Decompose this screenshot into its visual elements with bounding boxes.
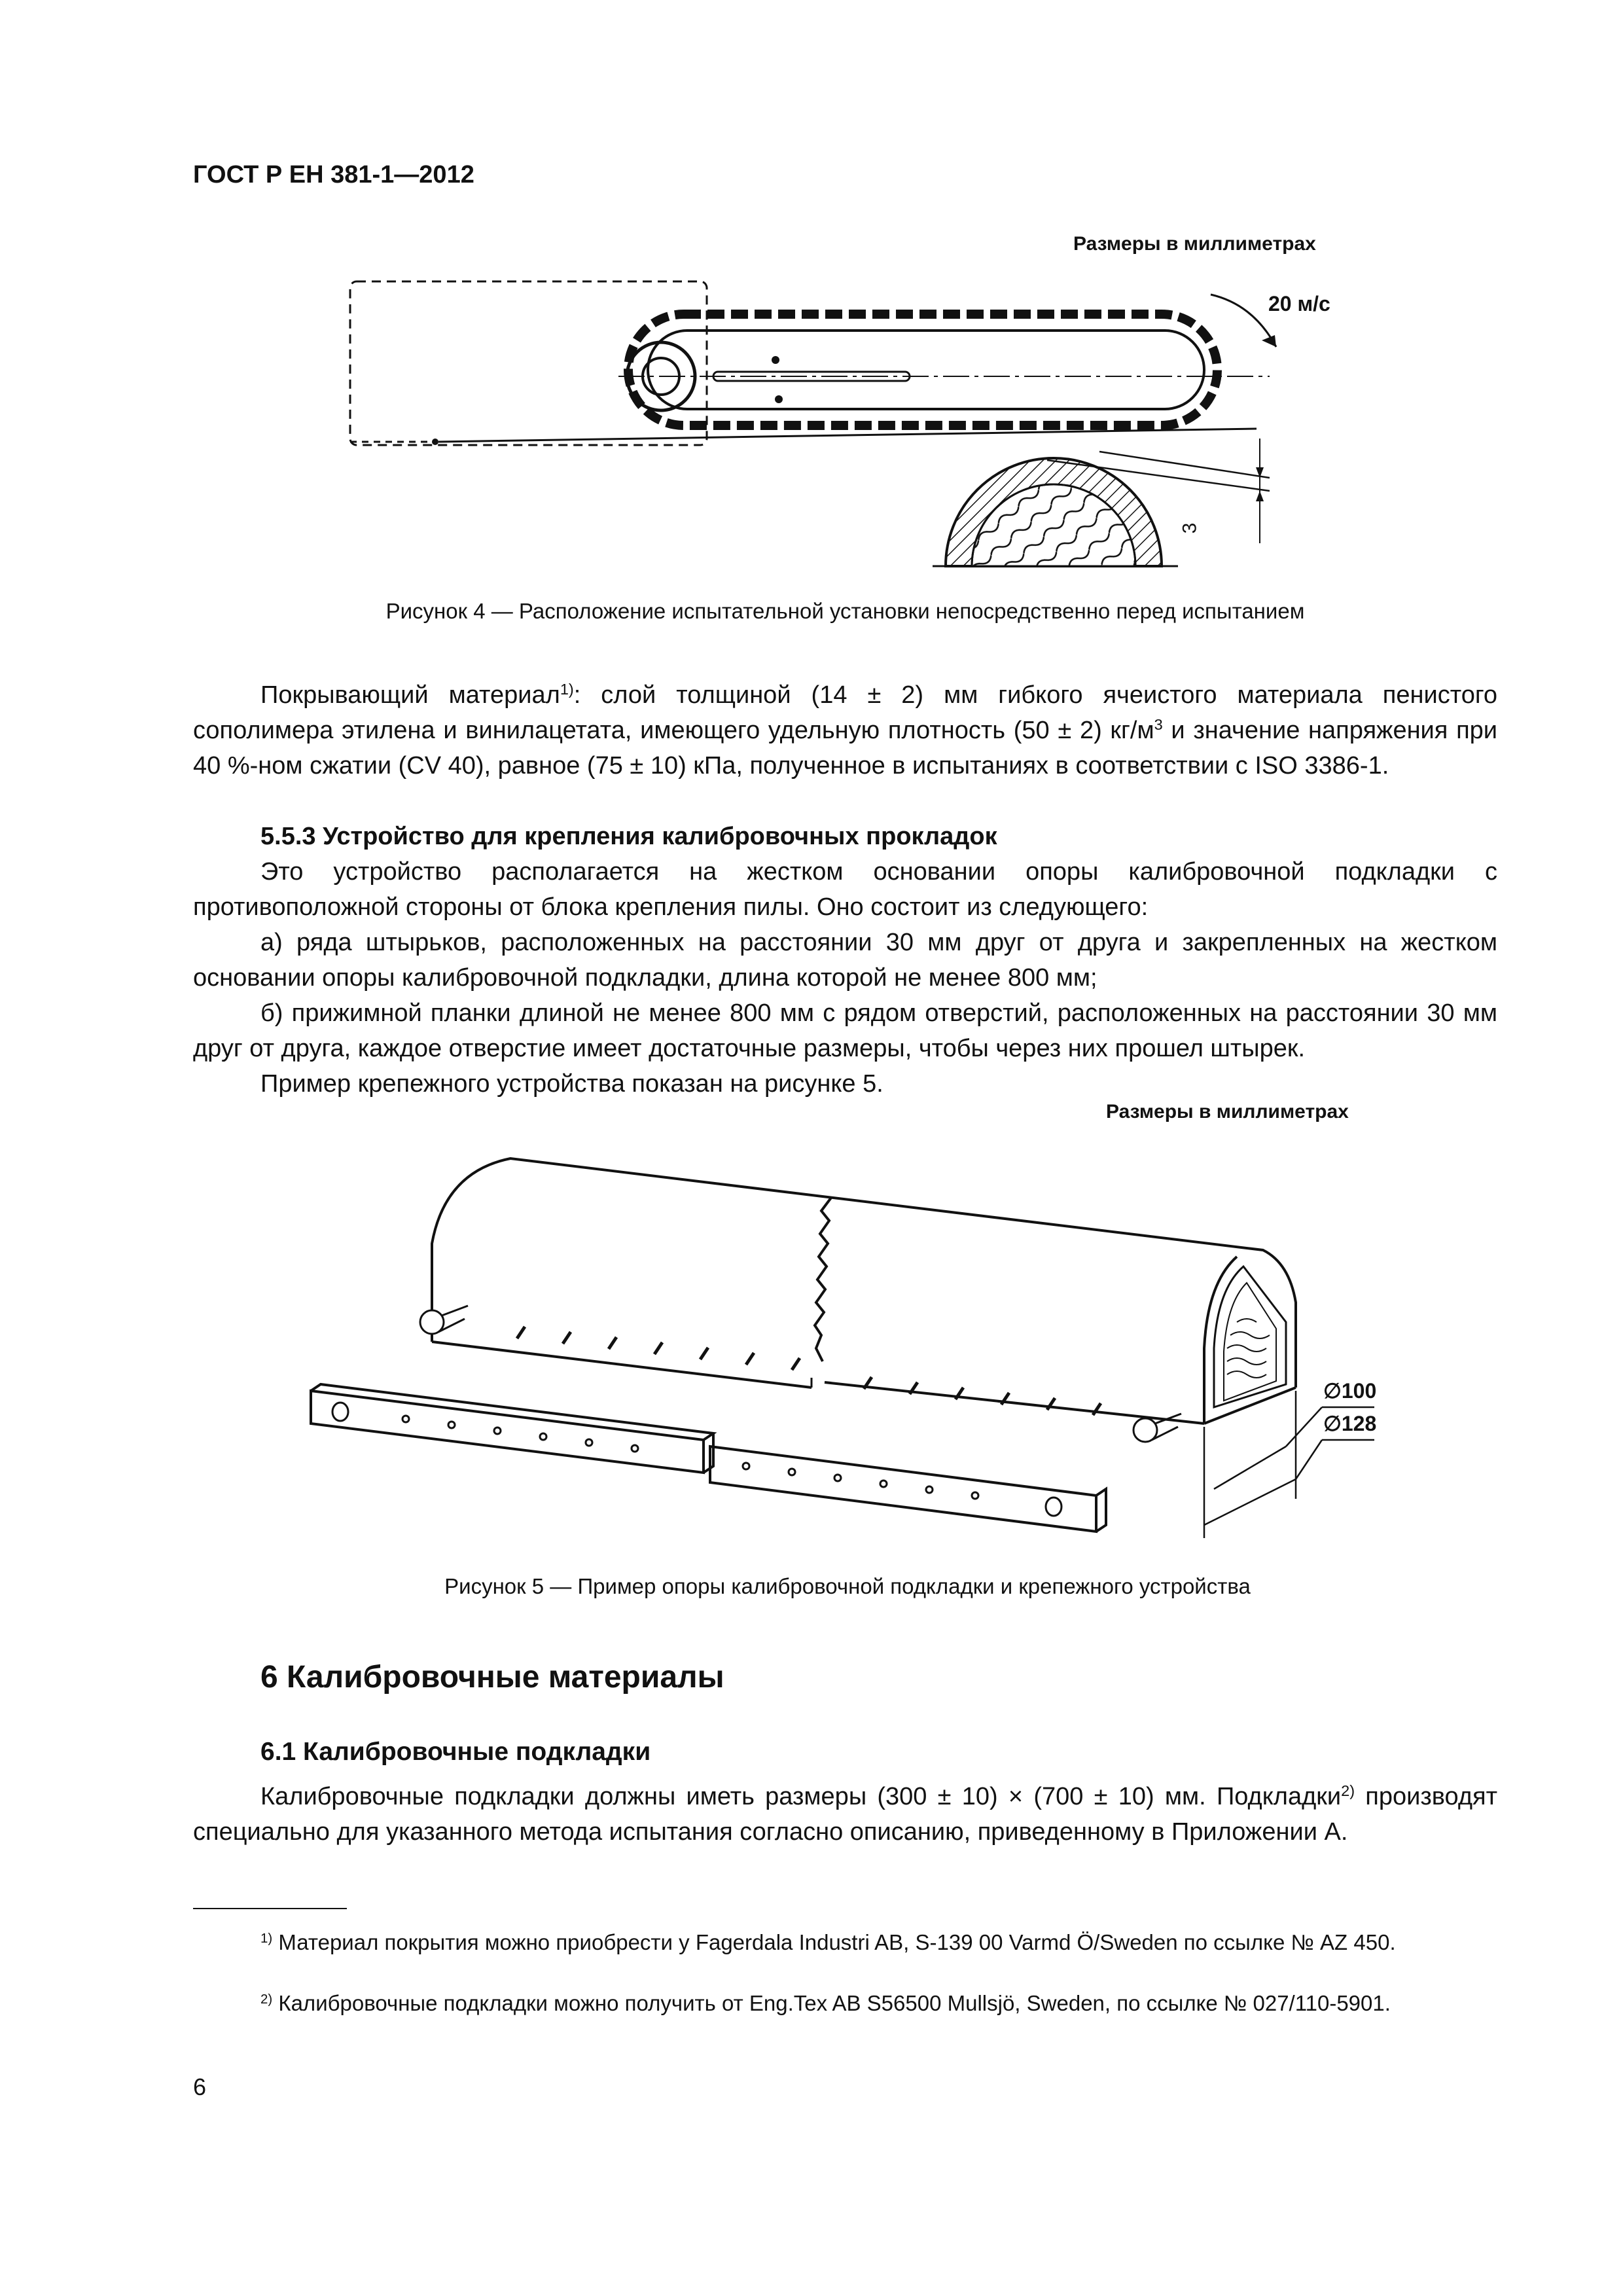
page-number: 6 bbox=[193, 2073, 207, 2100]
figure4-caption: Рисунок 4 — Расположение испытательной установки непосредственно перед испытанием bbox=[385, 599, 1305, 623]
footnote-2-mark: 2) bbox=[260, 1991, 273, 2007]
document-header: ГОСТ Р ЕН 381-1—2012 bbox=[193, 161, 474, 188]
list-item-a: а) ряда штырьков, расположенных на расстоянии 30 мм друг от друга и закрепленных на жестком основании опоры калибровочной подкладки, длина которой не менее 800 мм; bbox=[193, 929, 1497, 992]
figure4-dims-note: Размеры в миллиметрах bbox=[1073, 233, 1316, 255]
section-553-heading: 5.5.3 Устройство для крепления калибровочных прокладок bbox=[260, 823, 997, 850]
footnote-2-text: Калибровочные подкладки можно получить от Eng.Tex AB S56500 Mullsjö, Sweden, по ссылке № 027/110-5901. bbox=[272, 1991, 1391, 2015]
para1-part-c: и значение напряжения при 40 %-ном сжатии (CV 40), равное (75 ± 10) кПа, полученное в испытаниях в соответствии с ISO 3386-1. bbox=[193, 717, 1498, 780]
figure5-dims-note: Размеры в миллиметрах bbox=[1106, 1101, 1349, 1122]
figure5-caption: Рисунок 5 — Пример опоры калибровочной подкладки и крепежного устройства bbox=[444, 1574, 1251, 1598]
footnote-ref-2: 2) bbox=[1341, 1782, 1355, 1800]
figure4-gap-label: 3 bbox=[1179, 522, 1201, 534]
dimension-inner-diameter: ∅100 bbox=[1323, 1379, 1377, 1403]
dimension-outer-diameter: ∅128 bbox=[1323, 1412, 1377, 1435]
paragraph-calibration-pads bbox=[193, 1779, 1497, 1850]
figure4-speed-label: 20 м/с bbox=[1268, 292, 1330, 315]
footnote-separator bbox=[193, 1908, 347, 1909]
para1-part-a: Покрывающий материал bbox=[260, 681, 560, 709]
list-item-b: б) прижимной планки длиной не менее 800 мм с рядом отверстий, расположенных на расстоянии 30 мм друг от друга, каждое отверстие имеет достаточные размеры, чтобы через них прошел штырек. bbox=[193, 999, 1497, 1062]
paragraph-example-reference: Пример крепежного устройства показан на рисунке 5. bbox=[260, 1070, 883, 1098]
footnote-1-mark: 1) bbox=[260, 1930, 273, 1946]
footnote-1-text: Материал покрытия можно приобрести у Fagerdala Industri AB, S-139 00 Varmd Ö/Sweden по ссылке № AZ 450. bbox=[272, 1930, 1396, 1954]
para-61-part-a: Калибровочные подкладки должны иметь размеры (300 ± 10) × (700 ± 10) мм. Подкладки bbox=[260, 1783, 1342, 1810]
superscript-3: 3 bbox=[1154, 716, 1163, 734]
figure5-drawing bbox=[301, 1132, 1414, 1551]
paragraph-covering-material bbox=[193, 677, 1497, 783]
section-6-heading: 6 Калибровочные материалы bbox=[260, 1660, 724, 1695]
footnote-ref-1: 1) bbox=[560, 681, 574, 698]
para-61-part-b: производят специально для указанного метода испытания согласно описанию, приведенному в Приложении А. bbox=[193, 1783, 1498, 1846]
paragraph-device-description: Это устройство располагается на жестком основании опоры калибровочной подкладки с противоположной стороны от блока крепления пилы. Оно состоит из следующего: bbox=[193, 858, 1497, 921]
figure4-drawing bbox=[340, 268, 1309, 583]
footnote-2 bbox=[193, 1988, 1497, 2018]
footnote-1 bbox=[193, 1928, 1497, 1958]
para1-part-b: : слой толщиной (14 ± 2) мм гибкого ячеистого материала пенистого сополимера этилена и винилацетата, имеющего удельную плотность (50 ± 2) кг/м bbox=[193, 681, 1497, 744]
section-61-heading: 6.1 Калибровочные подкладки bbox=[260, 1738, 651, 1766]
